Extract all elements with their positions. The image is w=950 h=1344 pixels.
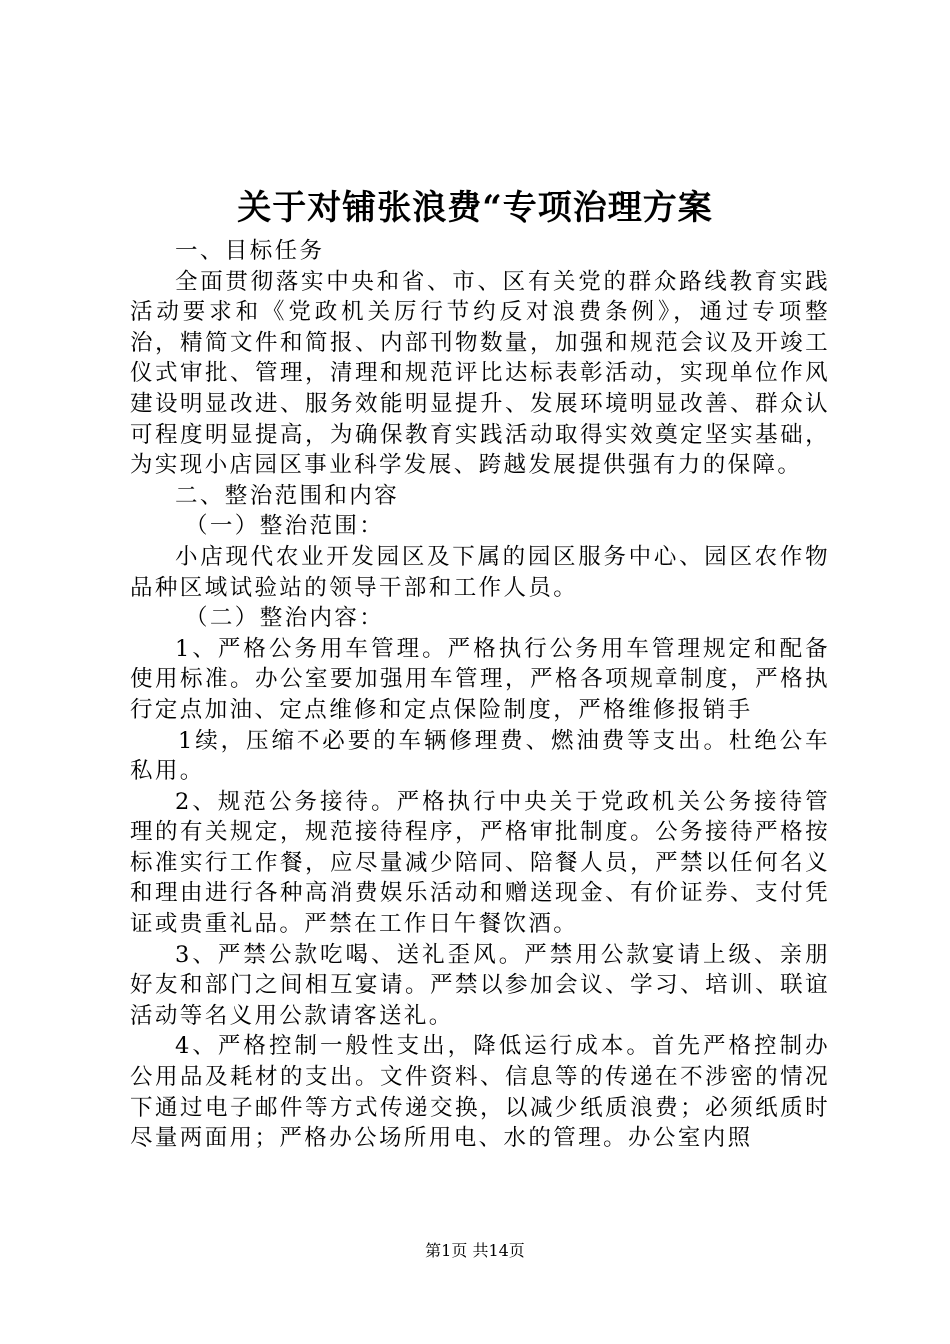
paragraph-item-1-continued: 1续，压缩不必要的车辆修理费、燃油费等支出。杜绝公车私用。 [130,727,830,785]
subheading-scope: （一）整治范围： [185,513,385,540]
section-heading-scope-content: 二、整治范围和内容 [175,482,400,509]
document-body [130,236,830,1154]
paragraph-item-4: 4、严格控制一般性支出，降低运行成本。首先严格控制办公用品及耗材的支出。文件资料、信息等的传递在不涉密的情况下通过电子邮件等方式传递交换，以减少纸质浪费；必须纸质时尽量两面用；严格办公场所用电、水的管理。办公室内照 [130,1033,830,1152]
paragraph-goals: 全面贯彻落实中央和省、市、区有关党的群众路线教育实践活动要求和《党政机关厉行节约反对浪费条例》，通过专项整治，精简文件和简报、内部刊物数量，加强和规范会议及开竣工仪式审批、管理，清理和规范评比达标表彰活动，实现单位作风建设明显改进、服务效能明显提升、发展环境明显改善、群众认可程度明显提高，为确保教育实践活动取得实效奠定坚实基础，为实现小店园区事业科学发展、跨越发展提供强有力的保障。 [130,268,830,479]
paragraph-item-2: 2、规范公务接待。严格执行中央关于党政机关公务接待管理的有关规定，规范接待程序，严格审批制度。公务接待严格按标准实行工作餐，应尽量减少陪同、陪餐人员，严禁以任何名义和理由进行各种高消费娱乐活动和赠送现金、有价证券、支付凭证或贵重礼品。严禁在工作日午餐饮酒。 [130,788,830,938]
document-title: 关于对铺张浪费“专项治理方案 [237,188,713,228]
paragraph-scope: 小店现代农业开发园区及下属的园区服务中心、园区农作物品种区域试验站的领导干部和工作人员。 [130,543,830,601]
section-heading-goals: 一、目标任务 [175,238,325,264]
paragraph-item-1: 1、严格公务用车管理。严格执行公务用车管理规定和配备使用标准。办公室要加强用车管理，严格各项规章制度，严格执行定点加油、定点维修和定点保险制度，严格维修报销手 [130,635,830,723]
subheading-content: （二）整治内容： [185,605,385,632]
page-footer: 第1页 共14页 [425,1241,525,1260]
paragraph-item-3: 3、严禁公款吃喝、送礼歪风。严禁用公款宴请上级、亲朋好友和部门之间相互宴请。严禁以参加会议、学习、培训、联谊活动等名义用公款请客送礼。 [130,941,830,1029]
